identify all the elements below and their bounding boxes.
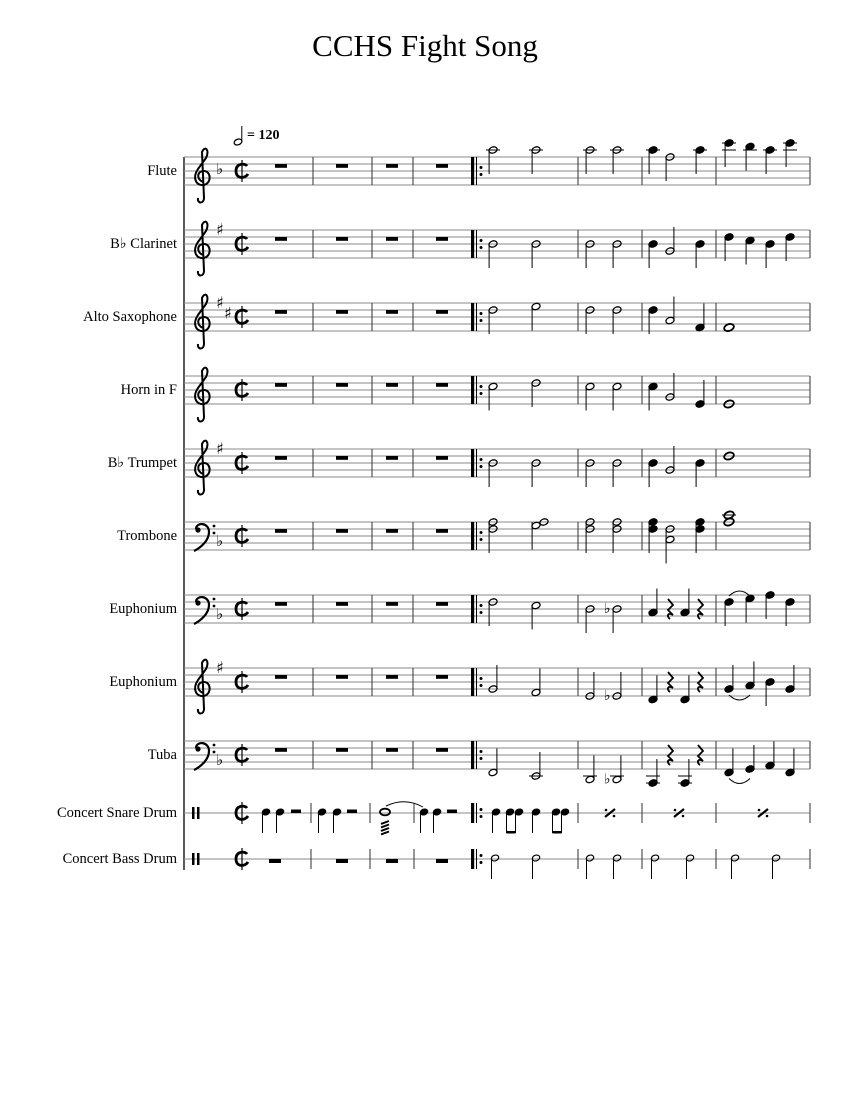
staff-tuba: [184, 741, 810, 788]
repeat-dot: [480, 815, 483, 818]
whole-rest: [436, 310, 448, 314]
repeat-dot: [480, 465, 483, 468]
whole-rest: [386, 310, 398, 314]
sharp-key-signature: ♯: [216, 220, 224, 239]
half-rest: [347, 810, 357, 814]
tie: [386, 802, 423, 807]
whole-rest: [336, 456, 348, 460]
whole-rest: [336, 164, 348, 168]
half-rest: [447, 810, 457, 814]
tempo-text: = 120: [247, 128, 280, 143]
repeat-dot: [674, 809, 677, 812]
staff-bass-drum: [184, 848, 810, 879]
whole-rest: [275, 675, 287, 679]
whole-rest: [436, 383, 448, 387]
staff-euphonium: [184, 589, 810, 634]
instrument-label: Alto Saxophone: [83, 309, 177, 325]
staff-b-trumpet: [184, 439, 810, 495]
whole-rest: [275, 529, 287, 533]
repeat-dot: [480, 677, 483, 680]
repeat-dot: [480, 385, 483, 388]
tremolo-stroke: [381, 821, 389, 824]
clef-curve: [194, 743, 209, 770]
repeat-dot: [480, 319, 483, 322]
flat-accidental: ♭: [604, 601, 611, 617]
clef-curve: [194, 597, 209, 624]
flat-key-signature: ♭: [216, 751, 224, 769]
staff-snare-drum: [184, 802, 810, 835]
repeat-dot: [682, 815, 685, 818]
percussion-clef-icon: [197, 853, 200, 865]
clef-dot: [213, 605, 216, 608]
sharp-key-signature: ♯: [216, 439, 224, 458]
whole-rest: [436, 675, 448, 679]
instrument-label: B♭ Trumpet: [107, 455, 177, 471]
whole-rest: [275, 237, 287, 241]
repeat-thick-bar: [471, 741, 474, 769]
whole-rest: [436, 456, 448, 460]
instrument-label: Flute: [147, 163, 177, 179]
whole-rest: [269, 859, 281, 863]
flat-accidental: ♭: [604, 688, 611, 704]
staff-alto-saxophone: [184, 293, 810, 349]
whole-rest: [386, 383, 398, 387]
flat-key-signature: ♭: [216, 160, 224, 178]
repeat-dot: [480, 531, 483, 534]
repeat-dot: [480, 312, 483, 315]
repeat-thick-bar: [471, 668, 474, 696]
whole-rest: [275, 602, 287, 606]
whole-rest: [436, 529, 448, 533]
whole-rest: [386, 675, 398, 679]
whole-rest: [275, 164, 287, 168]
instrument-label: Tuba: [147, 747, 177, 763]
clef-curve: [194, 524, 209, 551]
beam: [507, 831, 516, 834]
staff-flute: [184, 139, 810, 203]
whole-rest: [436, 859, 448, 863]
instrument-label: B♭ Clarinet: [110, 236, 177, 252]
whole-rest: [386, 456, 398, 460]
repeat-thick-bar: [471, 376, 474, 404]
repeat-thick-bar: [471, 803, 474, 823]
instrument-label: Euphonium: [109, 601, 177, 617]
staff-trombone: [184, 510, 810, 563]
whole-rest: [386, 602, 398, 606]
whole-rest: [436, 164, 448, 168]
instrument-label: Trombone: [117, 528, 177, 544]
repeat-dot: [480, 750, 483, 753]
whole-rest: [336, 237, 348, 241]
whole-rest: [336, 859, 348, 863]
repeat-thick-bar: [471, 157, 474, 185]
repeat-dot: [758, 809, 761, 812]
whole-rest: [336, 748, 348, 752]
repeat-dot: [480, 173, 483, 176]
slur: [729, 779, 750, 784]
repeat-dot: [480, 604, 483, 607]
repeat-dot: [605, 809, 608, 812]
whole-rest: [386, 859, 398, 863]
whole-rest: [336, 675, 348, 679]
instrument-label: Concert Bass Drum: [62, 851, 177, 867]
clef-dot: [213, 751, 216, 754]
repeat-dot: [613, 815, 616, 818]
whole-rest: [336, 383, 348, 387]
whole-rest: [386, 529, 398, 533]
tremolo-stroke: [381, 825, 389, 828]
repeat-dot: [480, 684, 483, 687]
sharp-key-signature: ♯: [216, 293, 224, 312]
repeat-dot: [480, 239, 483, 242]
instrument-label: Euphonium: [109, 674, 177, 690]
repeat-dot: [766, 815, 769, 818]
repeat-dot: [480, 458, 483, 461]
clef-dot: [213, 532, 216, 535]
percussion-clef-icon: [192, 807, 195, 819]
beam: [553, 831, 562, 834]
whole-rest: [275, 310, 287, 314]
whole-rest: [275, 383, 287, 387]
staff-horn-in-f: [184, 368, 810, 422]
percussion-clef-icon: [192, 853, 195, 865]
whole-rest: [436, 237, 448, 241]
clef-dot: [213, 744, 216, 747]
bass-clef-icon: [194, 743, 215, 770]
repeat-thick-bar: [471, 230, 474, 258]
repeat-thick-bar: [471, 595, 474, 623]
whole-rest: [436, 602, 448, 606]
repeat-dot: [480, 808, 483, 811]
bass-clef-icon: [194, 597, 215, 624]
whole-rest: [386, 748, 398, 752]
whole-rest: [336, 602, 348, 606]
half-rest: [291, 810, 301, 814]
whole-rest: [386, 164, 398, 168]
repeat-dot: [480, 538, 483, 541]
whole-note: [380, 809, 390, 816]
staff-euphonium: [184, 658, 810, 714]
repeat-dot: [480, 246, 483, 249]
repeat-dot: [480, 861, 483, 864]
whole-rest: [336, 310, 348, 314]
repeat-dot: [480, 757, 483, 760]
flat-key-signature: ♭: [216, 605, 224, 623]
instrument-label: Horn in F: [120, 382, 177, 398]
repeat-thick-bar: [471, 303, 474, 331]
repeat-dot: [480, 392, 483, 395]
tremolo-stroke: [381, 828, 389, 831]
half-note-icon: [233, 126, 242, 146]
staff-b-clarinet: [184, 220, 810, 276]
clef-dot: [213, 598, 216, 601]
whole-rest: [275, 748, 287, 752]
flat-accidental: ♭: [604, 771, 611, 788]
sharp-key-signature: ♯: [224, 303, 232, 323]
flat-key-signature: ♭: [216, 532, 224, 550]
whole-rest: [386, 237, 398, 241]
percussion-clef-icon: [197, 807, 200, 819]
whole-rest: [336, 529, 348, 533]
repeat-thick-bar: [471, 849, 474, 869]
bass-clef-icon: [194, 524, 215, 551]
repeat-dot: [480, 166, 483, 169]
whole-rest: [275, 456, 287, 460]
repeat-dot: [480, 611, 483, 614]
instrument-label: Concert Snare Drum: [57, 805, 177, 821]
repeat-thick-bar: [471, 449, 474, 477]
repeat-dot: [480, 854, 483, 857]
score-title: CCHS Fight Song: [312, 28, 538, 63]
clef-dot: [213, 525, 216, 528]
whole-rest: [436, 748, 448, 752]
tremolo-stroke: [381, 832, 389, 835]
sharp-key-signature: ♯: [216, 658, 224, 677]
repeat-thick-bar: [471, 522, 474, 550]
